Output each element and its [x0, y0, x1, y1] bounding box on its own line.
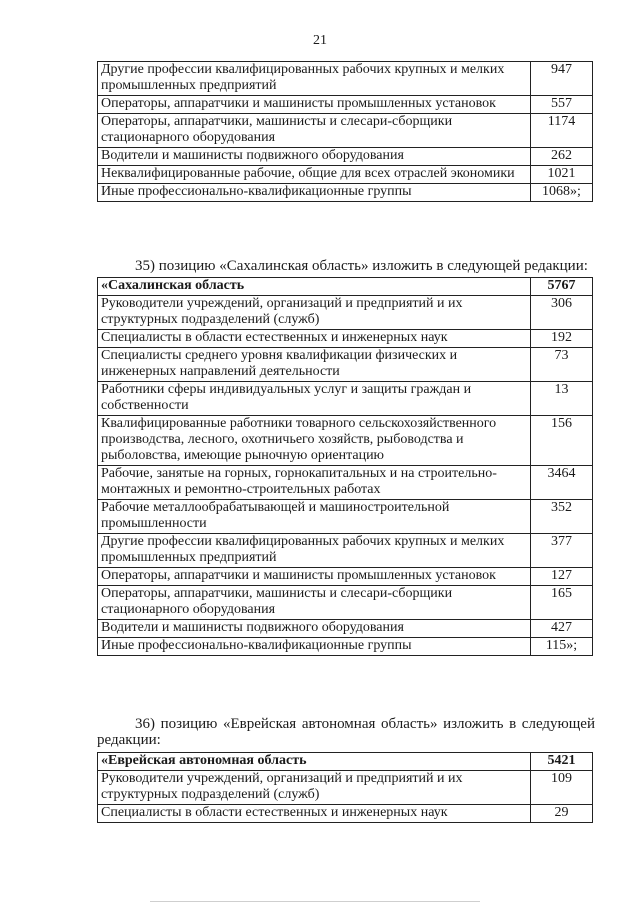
row-label: Операторы, аппаратчики и машинисты промышленных установок — [98, 568, 531, 586]
row-value: 13 — [531, 382, 593, 416]
row-value: 557 — [531, 96, 593, 114]
row-label: Рабочие металлообрабатывающей и машиностроительной промышленности — [98, 500, 531, 534]
row-value: 262 — [531, 148, 593, 166]
row-value: 29 — [531, 805, 593, 823]
row-value: 165 — [531, 586, 593, 620]
row-label: Неквалифицированные рабочие, общие для всех отраслей экономики — [98, 166, 531, 184]
row-value: 947 — [531, 62, 593, 96]
row-value: 156 — [531, 416, 593, 466]
table-row — [98, 620, 593, 638]
row-value: 352 — [531, 500, 593, 534]
table-row — [98, 466, 593, 500]
table-row — [98, 62, 593, 96]
paragraph-item-35 — [97, 258, 595, 274]
table-continuation — [97, 61, 593, 202]
table-row — [98, 148, 593, 166]
row-value: 1174 — [531, 114, 593, 148]
scan-edge-line — [150, 901, 480, 902]
row-label: Специалисты среднего уровня квалификации физических и инженерных направлений деятельности — [98, 348, 531, 382]
row-label: Квалифицированные работники товарного сельскохозяйственного производства, лесного, охотничьего хозяйств, рыбоводства и рыболовства, имеющие рыночную ориентацию — [98, 416, 531, 466]
row-value: 377 — [531, 534, 593, 568]
row-label: Водители и машинисты подвижного оборудования — [98, 148, 531, 166]
row-label: Другие профессии квалифицированных рабочих крупных и мелких промышленных предприятий — [98, 62, 531, 96]
row-value: 127 — [531, 568, 593, 586]
row-label: Руководители учреждений, организаций и предприятий и их структурных подразделений (служб) — [98, 771, 531, 805]
table-row — [98, 534, 593, 568]
row-label: Руководители учреждений, организаций и предприятий и их структурных подразделений (служб) — [98, 296, 531, 330]
row-value: 427 — [531, 620, 593, 638]
paragraph-item-36 — [97, 716, 595, 748]
row-label: Операторы, аппаратчики, машинисты и слесари-сборщики стационарного оборудования — [98, 586, 531, 620]
region-total: 5421 — [531, 753, 593, 771]
row-value: 192 — [531, 330, 593, 348]
table-row — [98, 500, 593, 534]
table-row — [98, 96, 593, 114]
table-jewish-ao — [97, 752, 593, 823]
paragraph-text: 35) позицию «Сахалинская область» изложить в следующей редакции: — [135, 258, 588, 274]
table-row — [98, 416, 593, 466]
table-row — [98, 348, 593, 382]
row-value: 115»; — [531, 638, 593, 656]
table-header-row — [98, 753, 593, 771]
row-label: Операторы, аппаратчики и машинисты промышленных установок — [98, 96, 531, 114]
table-row — [98, 568, 593, 586]
table-row — [98, 771, 593, 805]
row-label: Специалисты в области естественных и инженерных наук — [98, 805, 531, 823]
table-row — [98, 296, 593, 330]
row-value: 3464 — [531, 466, 593, 500]
row-label: Водители и машинисты подвижного оборудования — [98, 620, 531, 638]
region-total: 5767 — [531, 278, 593, 296]
row-label: Специалисты в области естественных и инженерных наук — [98, 330, 531, 348]
table-sakhalin — [97, 277, 593, 656]
row-label: Работники сферы индивидуальных услуг и защиты граждан и собственности — [98, 382, 531, 416]
row-value: 306 — [531, 296, 593, 330]
row-value: 73 — [531, 348, 593, 382]
row-label: Иные профессионально-квалификационные группы — [98, 638, 531, 656]
region-name: «Еврейская автономная область — [98, 753, 531, 771]
row-label: Другие профессии квалифицированных рабочих крупных и мелких промышленных предприятий — [98, 534, 531, 568]
row-value: 1021 — [531, 166, 593, 184]
table-row — [98, 166, 593, 184]
table-row — [98, 805, 593, 823]
table-row — [98, 184, 593, 202]
table-row — [98, 330, 593, 348]
row-value: 109 — [531, 771, 593, 805]
table-row — [98, 586, 593, 620]
table-row — [98, 114, 593, 148]
row-value: 1068»; — [531, 184, 593, 202]
paragraph-text: 36) позицию «Еврейская автономная область» изложить в следующей редакции: — [97, 716, 595, 748]
table-row — [98, 382, 593, 416]
page-number: 21 — [313, 33, 327, 48]
row-label: Иные профессионально-квалификационные группы — [98, 184, 531, 202]
table-header-row — [98, 278, 593, 296]
row-label: Операторы, аппаратчики, машинисты и слесари-сборщики стационарного оборудования — [98, 114, 531, 148]
row-label: Рабочие, занятые на горных, горнокапитальных и на строительно-монтажных и ремонтно-строительных работах — [98, 466, 531, 500]
table-row — [98, 638, 593, 656]
region-name: «Сахалинская область — [98, 278, 531, 296]
